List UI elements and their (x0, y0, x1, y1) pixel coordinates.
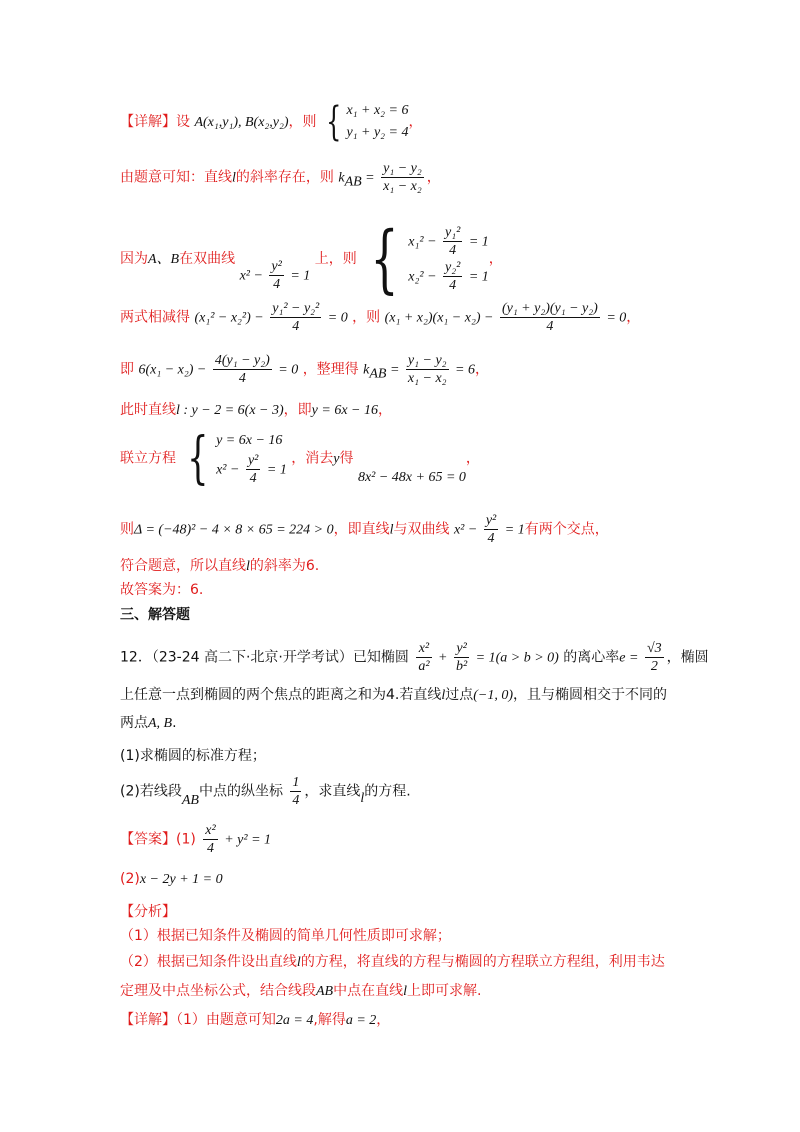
answer-2: (2)x − 2y + 1 = 0 (120, 871, 223, 887)
line-hyperbola-system: y = 6x − 16 x² − $\frac{\text{y²}}{4}$ = 1 (216, 433, 287, 486)
points-ab: A(x₁,y₁), B(x₂,y₂) (194, 115, 289, 130)
system-brace: { (326, 99, 342, 145)
solution-line-9: 符合题意，所以直线l的斜率为6. (120, 558, 320, 574)
analysis-line-1: （1）根据已知条件及椭圆的简单几何性质即可求解； (120, 928, 451, 944)
solution-line-4: 两式相减得 (x₁² − x₂²) − $\frac{\text{y₁² − y₂²}}{4}$ = 0 ，则 (x₁ + x₂)(x₁ − x₂) − $\frac{\text{(y₁ + y₂)(y₁ − y₂)}}{4}$ = 0， (120, 301, 641, 334)
solution-line-5: 即 6(x₁ − x₂) − $\frac{\text{4(y₁ − y₂)}}{4}$ = 0 ，整理得 $k_{AB}$ = $\frac{\text{y₁ − y₂}}{\text{x₁ − x₂}}$ = 6， (120, 353, 489, 386)
sum-system: x₁ + x₂ = 6 y₁ + y₂ = 4 (346, 103, 409, 140)
subquestion-1: (1)求椭圆的标准方程； (120, 748, 266, 764)
hyperbola-system: x₁² − $\frac{\text{y₁²}}{4}$ = 1 x₂² − $\frac{\text{y₂²}}{4}$ = 1 (408, 225, 489, 293)
answer-tag: 【答案】 (120, 831, 176, 848)
discriminant: Δ = (−48)² − 4 × 8 × 65 = 224 > 0 (134, 522, 334, 538)
answer-1: 【答案】(1) $\frac{\text{x²}}{4}$ + y² = 1 (120, 823, 272, 856)
solution-line-8: 则Δ = (−48)² − 4 × 8 × 65 = 224 > 0，即直线l与双曲线 x² − $\frac{\text{y²}}{4}$ = 1有两个交点， (120, 513, 609, 546)
subquestion-2: (2)若线段AB中点的纵坐标 $\frac{1}{4}$ ，求直线l的方程. (120, 775, 411, 808)
question-12-line-3: 两点A, B. (120, 715, 177, 731)
question-12-line-2: 上任意一点到椭圆的两个焦点的距离之和为4.若直线l过点(−1, 0)，且与椭圆相交于不同的 (120, 687, 668, 703)
system-brace: { (370, 216, 399, 302)
section-heading: 三、解答题 (120, 607, 190, 623)
answer-line: 故答案为：6. (120, 582, 204, 598)
detail-line-final: 【详解】（1）由题意可知2a = 4,解得a = 2， (120, 1012, 391, 1028)
hyperbola-eq: x² − $\frac{\text{y²}}{4}$ = 1 (239, 258, 311, 292)
quadratic-result: 8x² − 48x + 65 = 0 (357, 469, 466, 485)
detail-tag: 【详解】 (120, 114, 176, 130)
solution-line-6: 此时直线l : y − 2 = 6(x − 3)，即y = 6x − 16， (120, 402, 392, 418)
system-brace: { (187, 425, 209, 491)
solution-line-1: 【详解】设 A(x₁,y₁), B(x₂,y₂)，则 { x₁ + x₂ = 6 y₁ + y₂ = 4 ， (120, 99, 423, 145)
solution-line-3: 因为A、B在双曲线 x² − $\frac{\text{y²}}{4}$ = 1 上，则 { x₁² − $\frac{\text{y₁²}}{4}$ = 1 x₂² − $\frac{\text{y₂²}}{4}$ = 1 ， (120, 216, 503, 302)
analysis-line-2: （2）根据已知条件设出直线l的方程，将直线的方程与椭圆的方程联立方程组，利用韦达 (120, 954, 665, 970)
solution-line-7: 联立方程 { y = 6x − 16 x² − $\frac{\text{y²}}{4}$ = 1 ，消去y得 8x² − 48x + 65 = 0， (120, 425, 480, 491)
analysis-tag: 【分析】 (120, 904, 176, 920)
analysis-line-3: 定理及中点坐标公式，结合线段AB中点在直线l上即可求解. (120, 983, 482, 999)
solution-line-2: 由题意可知：直线l的斜率存在，则 $k_{AB}$ = $\frac{\text{y₁ − y₂}}{\text{x₁ − x₂}}$ ， (120, 161, 441, 194)
slope-fraction: $\frac{\text{y₁ − y₂}}{\text{x₁ − x₂}}$ (383, 161, 422, 194)
question-12-line-1: 12．（23-24 高二下·北京·开学考试）已知椭圆 $\frac{\text{x²}}{\text{a²}}$ + $\frac{\text{y²}}{\text{b²}}$ = 1(a > b > 0) 的离心率e = $\frac{√3}{2}$ ，椭圆 (120, 641, 709, 674)
